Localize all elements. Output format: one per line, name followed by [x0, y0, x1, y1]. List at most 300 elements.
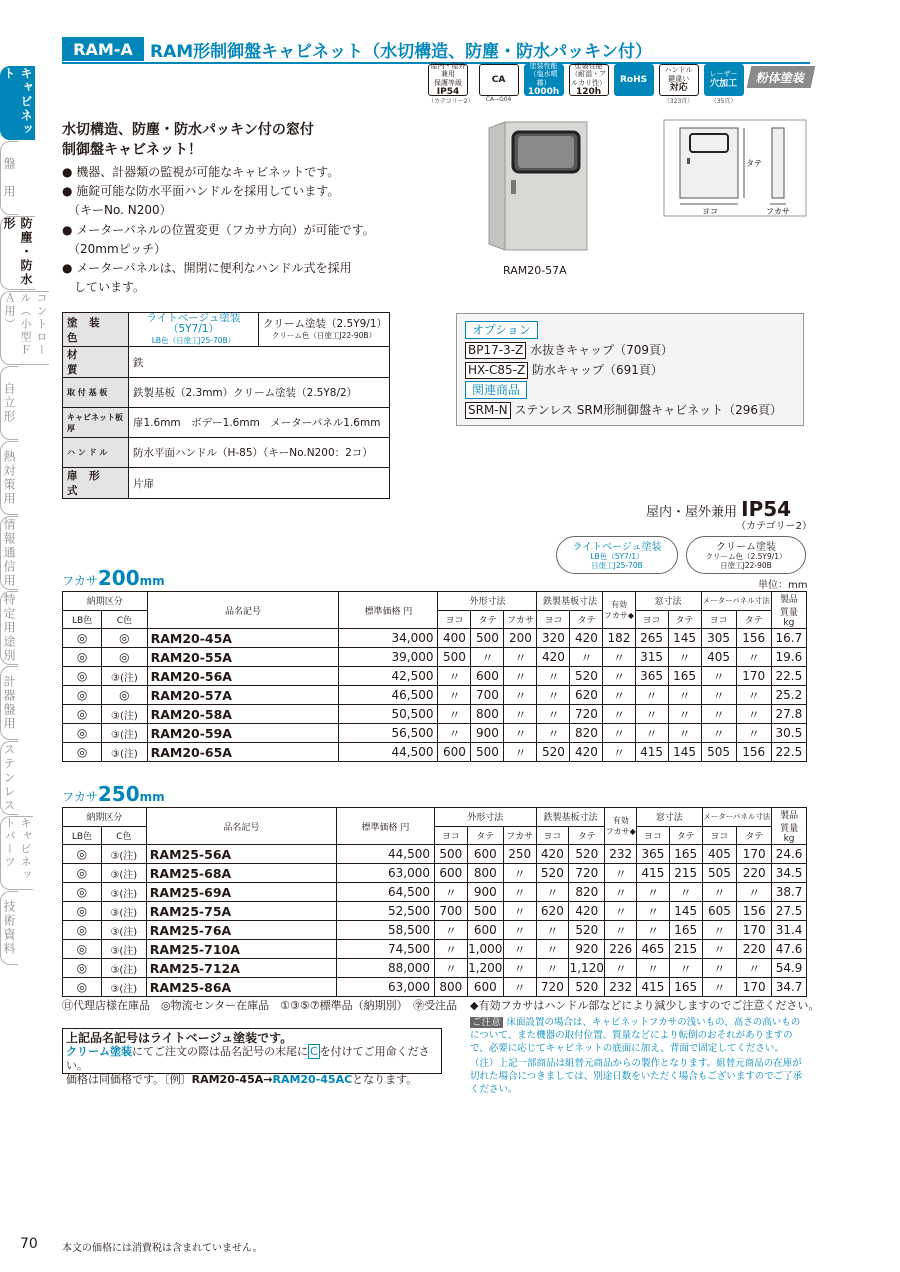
photo-caption: RAM20-57A [503, 264, 567, 277]
table-cell: 22.5 [771, 667, 806, 686]
table-row [63, 959, 807, 978]
header-cell [771, 592, 806, 629]
fukasa-text: フカサ [62, 790, 98, 804]
table-cell: 〃 [570, 648, 603, 667]
spec-value: 片扉 [129, 468, 390, 499]
table-cell: 600 [435, 864, 468, 883]
table-cell: 〃 [503, 864, 536, 883]
section-250-label [62, 782, 165, 806]
table-cell: 500 [471, 743, 504, 762]
paint-lb-name: ライトベージュ塗装（5Y7/1） [146, 312, 241, 335]
paint-lb [129, 313, 259, 347]
header-cell: 納期区分 [63, 592, 148, 611]
table-cell: 〃 [668, 724, 701, 743]
table-cell: ③(注) [101, 959, 146, 978]
table-cell: 620 [536, 902, 569, 921]
table-cell: 170 [736, 667, 771, 686]
table-cell: 〃 [635, 705, 668, 724]
table-cell: 〃 [737, 959, 772, 978]
table-cell: 605 [702, 902, 737, 921]
table-cell: 220 [737, 864, 772, 883]
paint-cream-name: クリーム塗装（2.5Y9/1） [263, 317, 388, 330]
table-cell: ◎ [63, 724, 102, 743]
icon-sub: （35頁） [710, 98, 737, 105]
feature-icon [614, 64, 654, 96]
bullet-line: （20mmピッチ） [62, 241, 167, 256]
table-cell: ③(注) [101, 921, 146, 940]
table-cell: 232 [605, 978, 637, 997]
header-cell: ヨコ [702, 826, 737, 845]
icon-text: 保護等級 [434, 78, 462, 87]
lead-line: 制御盤キャビネット！ [62, 142, 202, 158]
feature-icon-box [428, 64, 468, 96]
sidebar-tab[interactable]: コントロール（小型ＦＡ用） [0, 291, 49, 365]
feature-icon [479, 64, 519, 103]
table-cell: 〃 [603, 724, 635, 743]
table-cell: 500 [471, 629, 504, 648]
sidebar-tab[interactable]: キャビネットパーツ [0, 816, 33, 890]
header-cell: kg [783, 618, 795, 628]
icon-sub: CA−G04 [485, 96, 512, 103]
icon-sub: （カテゴリー2） [428, 98, 474, 105]
pill-title: ライトベージュ塗装 [572, 542, 662, 553]
header-cell: 品名記号 [146, 808, 336, 845]
pill-sub: 日塗工J25-70B [591, 560, 643, 570]
caution-tag: ご注意 [472, 1017, 501, 1028]
table-cell: 34.5 [772, 864, 807, 883]
table-cell: 600 [467, 921, 503, 940]
table-cell: ◎ [63, 845, 102, 864]
table-cell: ③(注) [102, 743, 147, 762]
fukasa-unit: mm [139, 790, 165, 804]
paint-pill-lb [556, 536, 678, 574]
ip-prefix: 屋内・屋外兼用 [646, 505, 738, 520]
table-cell: 720 [536, 978, 569, 997]
table-cell: 〃 [736, 686, 771, 705]
table-cell: 800 [471, 705, 504, 724]
sidebar-tab[interactable]: 防塵・防水形 [0, 216, 35, 290]
header-cell: 窓寸法 [635, 592, 701, 611]
table-cell: RAM20-56A [147, 667, 339, 686]
table-row [63, 883, 807, 902]
table-row [63, 629, 807, 648]
option-heading: オプション [465, 321, 538, 339]
fukasa-number: 250 [97, 782, 140, 806]
table-cell: 170 [737, 978, 772, 997]
feature-icon-box [614, 64, 654, 96]
table-cell: 〃 [702, 959, 737, 978]
table-row [63, 978, 807, 997]
table-cell: 〃 [701, 667, 736, 686]
table-cell: 〃 [438, 667, 471, 686]
option-text: 防水キャップ（691頁） [532, 363, 663, 377]
table-cell: 〃 [536, 959, 569, 978]
header-cell: 外形寸法 [435, 808, 537, 827]
table-cell: RAM25-712A [146, 959, 336, 978]
table-cell: 34,000 [339, 629, 438, 648]
table-cell: ③(注) [101, 940, 146, 959]
paint-note-box [62, 1028, 442, 1086]
table-cell: 54.9 [772, 959, 807, 978]
spec-header: 材 質 [63, 347, 129, 378]
table-cell: 〃 [504, 724, 537, 743]
table-cell: 820 [570, 724, 603, 743]
table-cell: 800 [435, 978, 468, 997]
feature-icons [428, 64, 813, 106]
table-cell: 52,500 [336, 902, 434, 921]
header-cell: 標準価格 円 [339, 592, 438, 629]
table-cell: 〃 [503, 978, 536, 997]
table-row [63, 648, 807, 667]
sidebar-tab[interactable]: 特定用途別 [2, 593, 16, 663]
header-cell: メーターパネル寸法 [702, 808, 772, 827]
table-cell: 56,500 [339, 724, 438, 743]
caution-text: （注）上記一部商品は組替元商品からの製作となります。組替元商品の在庫が切れた場合につきましては、別途日数をいただく場合もございますのでご了承ください。 [470, 1058, 803, 1095]
feature-icon-box [704, 64, 744, 96]
table-cell: RAM25-710A [146, 940, 336, 959]
table-cell: 〃 [503, 902, 536, 921]
table-cell: 700 [471, 686, 504, 705]
bullet-line: ● メーターパネルは、開閉に便利なハンドル式を採用 [62, 261, 352, 276]
table-cell: 〃 [435, 921, 468, 940]
spec-header: 取 付 基 板 [63, 378, 129, 408]
icon-main: 穴加工 [710, 78, 738, 89]
table-cell: 38.7 [772, 883, 807, 902]
table-cell: 74,500 [336, 940, 434, 959]
header-cell: タテ [570, 610, 603, 629]
table-row [63, 845, 807, 864]
section-200-label [62, 566, 165, 590]
spec-value: 防水平面ハンドル（H-85）（キーNo.N200：2コ） [129, 438, 390, 468]
table-cell: 315 [635, 648, 668, 667]
table-row [63, 902, 807, 921]
icon-sub: （323頁） [663, 98, 694, 105]
table-cell: 〃 [702, 940, 737, 959]
table-cell: ◎ [63, 959, 102, 978]
header-cell: フカサ◆ [605, 827, 636, 836]
table-cell: 〃 [736, 724, 771, 743]
table-cell: 145 [668, 629, 701, 648]
feature-bullets [62, 163, 392, 297]
icon-text: レーザー [709, 70, 738, 79]
table-cell: 〃 [605, 902, 637, 921]
table-cell: 〃 [504, 705, 537, 724]
header-cell: 標準価格 円 [336, 808, 434, 845]
table-cell: 〃 [637, 883, 670, 902]
table-cell: 320 [537, 629, 570, 648]
table-cell: 〃 [438, 686, 471, 705]
table-cell: 〃 [605, 864, 637, 883]
header-cell: タテ [569, 826, 605, 845]
table-row [63, 743, 807, 762]
table-cell: 〃 [438, 705, 471, 724]
table-cell: 〃 [635, 686, 668, 705]
table-cell: ◎ [63, 864, 102, 883]
table-cell: 170 [737, 845, 772, 864]
table-cell: 365 [637, 845, 670, 864]
header-cell: タテ [668, 610, 701, 629]
icon-text: （塩水噴霧） [529, 70, 558, 87]
table-cell: 920 [569, 940, 605, 959]
table-row [63, 705, 807, 724]
table-cell: 〃 [603, 648, 635, 667]
table-cell: 1,000 [467, 940, 503, 959]
feature-icon-box [524, 64, 564, 96]
table-row [63, 864, 807, 883]
table-cell: 600 [471, 667, 504, 686]
table-cell: ◎ [102, 629, 147, 648]
sidebar-tab[interactable]: ステンレス [2, 743, 16, 813]
ip-code: IP54 [741, 497, 792, 521]
caution-text: 床面設置の場合は、キャビネットフカサの浅いもの、高さの高いものについて、また機器の取付位置、質量などにより転倒のおそれがありますので、必要に応じてキャビネットの底面に加え、背面で固定してください。 [470, 1017, 801, 1054]
table-cell: ③(注) [101, 864, 146, 883]
box-text: 価格は同価格です。〔例〕 [66, 1073, 192, 1086]
table-cell: ◎ [63, 902, 102, 921]
feature-icon-box [659, 64, 699, 96]
unit-label: 単位：mm [758, 580, 808, 591]
table-cell: RAM25-56A [146, 845, 336, 864]
spec-table [62, 312, 390, 499]
table-cell: ◎ [63, 686, 102, 705]
table-cell: 420 [536, 845, 569, 864]
box-text: となります。 [352, 1073, 418, 1086]
table-cell: RAM25-86A [146, 978, 336, 997]
header-cell: 鉄製基板寸法 [537, 592, 603, 611]
table-cell: ③(注) [101, 845, 146, 864]
table-cell: ◎ [102, 648, 147, 667]
table-cell: ◎ [63, 648, 102, 667]
icon-text: 屋内・屋外兼用 [430, 62, 466, 79]
table-cell: 50,500 [339, 705, 438, 724]
table-cell: 900 [467, 883, 503, 902]
header-cell: 製品 [780, 811, 799, 821]
box-text: を付けてご用命ください。 [66, 1045, 430, 1072]
icon-main: 120h [575, 87, 602, 98]
table-row [63, 724, 807, 743]
sidebar-tab[interactable]: 熱対策用 [0, 441, 18, 515]
table-cell: 22.5 [771, 743, 806, 762]
table-cell: 〃 [635, 724, 668, 743]
table-row [63, 667, 807, 686]
table-cell: 〃 [736, 705, 771, 724]
header-cell: LB色 [63, 826, 102, 845]
feature-icon-box [479, 64, 519, 96]
spec-row [63, 378, 390, 408]
table-cell: RAM25-75A [146, 902, 336, 921]
spec-header: 塗 装 色 [63, 313, 129, 347]
header-cell: ヨコ [435, 826, 468, 845]
table-cell: 46,500 [339, 686, 438, 705]
table-cell: ③(注) [102, 705, 147, 724]
table-cell: ③(注) [101, 978, 146, 997]
header-cell: ヨコ [537, 610, 570, 629]
table-cell: ③(注) [102, 667, 147, 686]
sidebar-tab[interactable]: 自立形 [0, 366, 18, 440]
table-cell: RAM20-59A [147, 724, 339, 743]
icon-main: 1000h [527, 87, 560, 98]
box-line: 上記品名記号はライトベージュ塗装です。 [66, 1031, 293, 1045]
table-cell: 900 [471, 724, 504, 743]
product-table-250 [62, 807, 807, 997]
category-sidebar [0, 66, 46, 966]
table-cell: 〃 [536, 883, 569, 902]
icon-text: ハンドル [664, 66, 693, 75]
table-cell: 156 [737, 902, 772, 921]
header-row [63, 808, 807, 827]
table-cell: 800 [467, 864, 503, 883]
table-cell: 305 [701, 629, 736, 648]
table-cell: RAM20-65A [147, 743, 339, 762]
header-cell: タテ [471, 610, 504, 629]
table-cell: 420 [570, 743, 603, 762]
table-cell: 405 [701, 648, 736, 667]
table-cell: 720 [569, 864, 605, 883]
table-cell: 265 [635, 629, 668, 648]
header-row [63, 592, 807, 611]
table-cell: 405 [702, 845, 737, 864]
table-cell: RAM20-55A [147, 648, 339, 667]
table-cell: 520 [569, 845, 605, 864]
table-cell: 〃 [504, 743, 537, 762]
header-cell: タテ [736, 610, 771, 629]
table-cell: 820 [569, 883, 605, 902]
table-cell: 〃 [504, 648, 537, 667]
table-cell: ◎ [63, 883, 102, 902]
spec-value: 鉄 [129, 347, 390, 378]
sidebar-tab[interactable]: 計器盤用 [0, 666, 18, 740]
spec-value: 鉄製基板（2.3mm）クリーム塗装（2.5Y8/2） [129, 378, 390, 408]
product-table-200 [62, 591, 807, 762]
fukasa-unit: mm [139, 574, 165, 588]
table-cell: 〃 [701, 705, 736, 724]
table-cell: 〃 [603, 686, 635, 705]
table-cell: 〃 [435, 940, 468, 959]
spec-header: ハ ン ド ル [63, 438, 129, 468]
sidebar-tab[interactable]: キャビネット [0, 66, 35, 140]
table-cell: 〃 [438, 724, 471, 743]
header-cell: タテ [467, 826, 503, 845]
header-cell: 窓寸法 [637, 808, 702, 827]
table-cell: 415 [635, 743, 668, 762]
fukasa-text: フカサ [62, 574, 98, 588]
box-text: にてご注文の際は品名記号の末尾に [132, 1045, 308, 1058]
header-cell: C色 [102, 610, 147, 629]
header-cell: 有効 [612, 816, 629, 825]
feature-icon [524, 64, 564, 96]
spec-header: 扉 形 式 [63, 468, 129, 499]
table-cell: ◎ [63, 629, 102, 648]
header-cell: LB色 [63, 610, 102, 629]
spec-row [63, 468, 390, 499]
icon-main: RoHS [620, 74, 648, 85]
icon-text: 鍵違い [668, 74, 690, 83]
header-cell: 鉄製基板寸法 [536, 808, 605, 827]
table-cell: 44,500 [336, 845, 434, 864]
table-cell: 63,000 [336, 864, 434, 883]
feature-icon [704, 64, 744, 105]
table-cell: 400 [438, 629, 471, 648]
table-cell: 〃 [702, 921, 737, 940]
table-cell: 〃 [503, 921, 536, 940]
table-cell: 1,200 [467, 959, 503, 978]
table-row [63, 686, 807, 705]
table-cell: 88,000 [336, 959, 434, 978]
table-cell: 600 [467, 978, 503, 997]
table-cell: 〃 [702, 978, 737, 997]
table-cell: ◎ [63, 705, 102, 724]
table-cell: 44,500 [339, 743, 438, 762]
header-cell: フカサ◆ [603, 611, 635, 620]
box-c-code: C [310, 1045, 318, 1058]
table-cell: 215 [669, 864, 702, 883]
table-cell: 27.5 [772, 902, 807, 921]
pill-sub: 日塗工J22-90B [720, 560, 772, 570]
table-cell: 30.5 [771, 724, 806, 743]
sidebar-tab[interactable]: 情報通信用 [2, 518, 16, 588]
header-cell: ヨコ [635, 610, 668, 629]
table-cell: RAM25-69A [146, 883, 336, 902]
sidebar-tab[interactable]: 技術資料 [0, 891, 18, 965]
sidebar-tab[interactable]: 盤 用 [0, 141, 18, 215]
header-cell: kg [783, 834, 795, 844]
paint-lb-code: LB色（日塗工J25-70B） [151, 336, 236, 345]
table-cell: 215 [669, 940, 702, 959]
table-cell: 〃 [701, 686, 736, 705]
table-cell: 720 [570, 705, 603, 724]
box-example: RAM20-45A→ [191, 1073, 273, 1086]
table-cell: 600 [438, 743, 471, 762]
table-cell: ◎ [63, 667, 102, 686]
dimension-drawing [662, 118, 808, 218]
feature-icon [428, 64, 474, 105]
cabinet-photo [485, 118, 591, 254]
table-cell: 〃 [603, 705, 635, 724]
table-cell: 〃 [605, 921, 637, 940]
table-cell: ◎ [63, 743, 102, 762]
table-cell: 〃 [605, 959, 637, 978]
box-example-c: RAM20-45AC [272, 1073, 353, 1086]
header-cell: C色 [101, 826, 146, 845]
pill-sub: LB色（5Y7/1） [590, 552, 644, 561]
table-cell: 415 [637, 864, 670, 883]
table-cell: 182 [603, 629, 635, 648]
header-cell [772, 808, 807, 845]
table-cell: 165 [668, 667, 701, 686]
bullet-line: ● 機器、計器類の監視が可能なキャビネットです。 [62, 165, 340, 179]
table-cell: 27.8 [771, 705, 806, 724]
table-cell: 156 [736, 629, 771, 648]
table-cell: 〃 [669, 883, 702, 902]
table-cell: 232 [605, 845, 637, 864]
ip-category: （カテゴリー2） [736, 521, 812, 532]
lead-line: 水切構造、防塵・防水パッキン付の窓付 [62, 122, 314, 138]
table-cell: 63,000 [336, 978, 434, 997]
table-cell: 500 [467, 902, 503, 921]
table-cell: ◎ [63, 940, 102, 959]
table-cell: 24.6 [772, 845, 807, 864]
header-cell: 有効 [611, 600, 627, 609]
related-heading: 関連商品 [465, 381, 527, 399]
caution-notes [470, 1017, 808, 1097]
table-cell: 〃 [605, 883, 637, 902]
table-cell: 〃 [668, 686, 701, 705]
table-cell: 165 [669, 845, 702, 864]
table-cell: ◎ [63, 921, 102, 940]
table-cell: 420 [569, 902, 605, 921]
table-cell: 〃 [504, 686, 537, 705]
table-cell: 16.7 [771, 629, 806, 648]
table-cell: 〃 [503, 883, 536, 902]
